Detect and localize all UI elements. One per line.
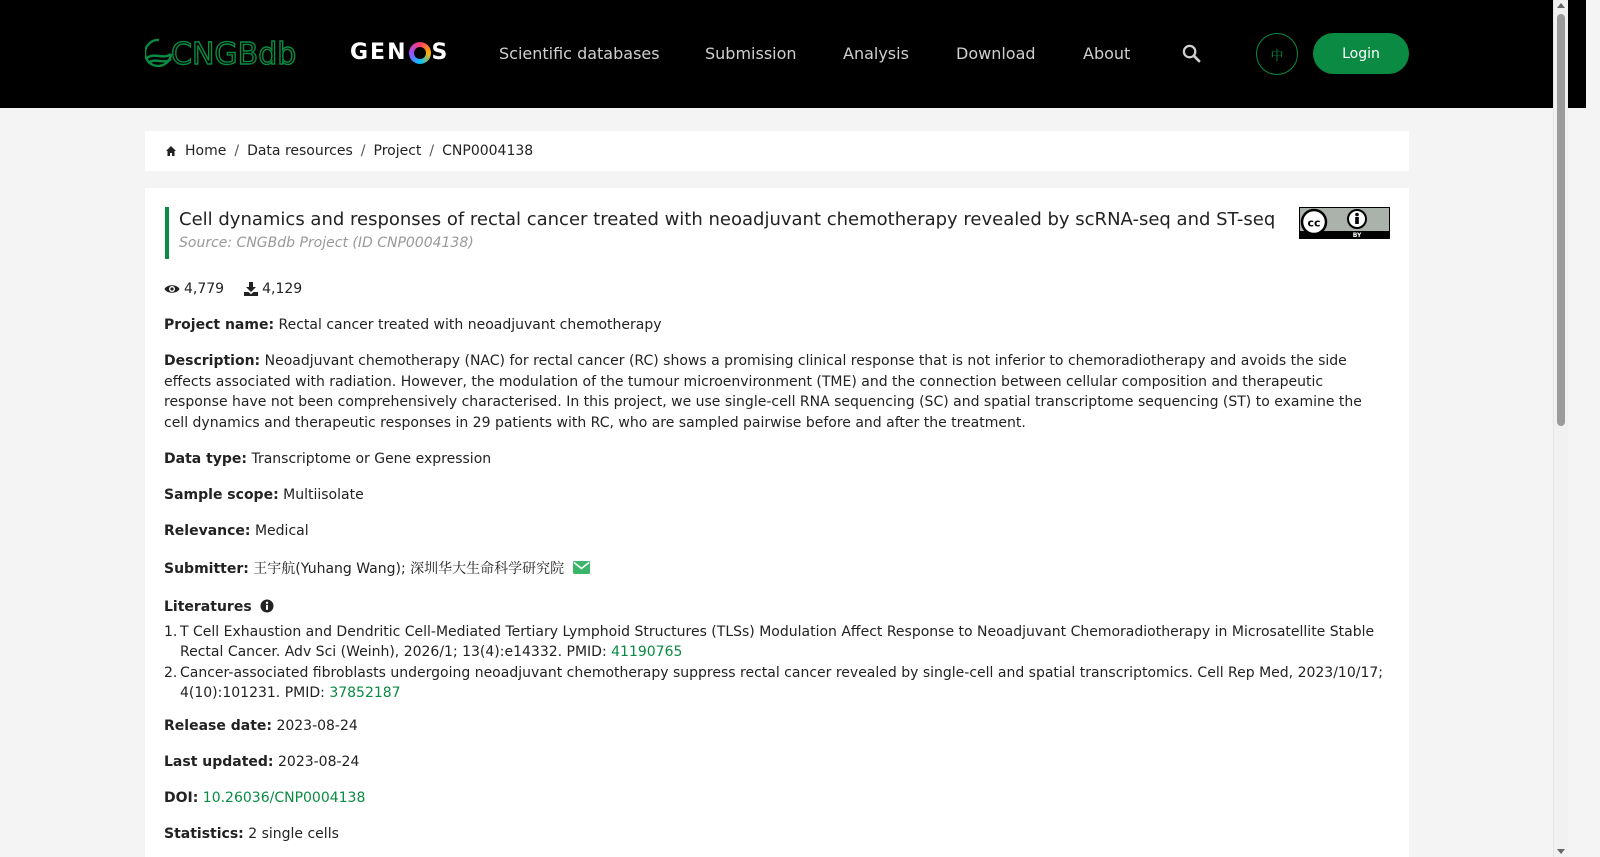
release-date-field: [164, 716, 1389, 737]
breadcrumb-separator: /: [429, 143, 435, 159]
project-name-field: [164, 315, 1389, 336]
views-stat: [164, 281, 224, 297]
doi-field: [164, 788, 1389, 809]
nav-about[interactable]: About: [1083, 44, 1131, 63]
page-scrollbar[interactable]: [1553, 0, 1568, 857]
eye-icon: [164, 283, 180, 295]
cngbdb-logo[interactable]: [145, 34, 303, 78]
relevance-label: Relevance:: [164, 523, 251, 539]
genos-logo-text-end: S: [431, 40, 450, 65]
data-type-field: [164, 449, 1389, 470]
relevance-value: Medical: [254, 523, 309, 539]
literature-number: 1.: [164, 623, 178, 640]
genos-logo[interactable]: [350, 40, 449, 65]
email-icon[interactable]: [573, 560, 590, 581]
breadcrumb-separator: /: [234, 143, 240, 159]
cc-by-license-icon[interactable]: [1299, 207, 1390, 243]
statistics-label: Statistics:: [164, 826, 244, 842]
breadcrumb: [145, 131, 1409, 171]
genos-logo-text-start: GEN: [350, 40, 408, 65]
submitter-value: 王宇航(Yuhang Wang); 深圳华大生命科学研究院: [253, 561, 565, 577]
nav-submission[interactable]: Submission: [705, 44, 797, 63]
literature-item: [164, 622, 1389, 663]
literature-number: 2.: [164, 664, 178, 681]
last-updated-label: Last updated:: [164, 754, 274, 770]
breadcrumb-current: CNP0004138: [442, 143, 534, 159]
project-stats: [164, 281, 322, 297]
language-toggle-button[interactable]: 中: [1256, 33, 1298, 75]
nav-analysis[interactable]: Analysis: [843, 44, 909, 63]
breadcrumb-separator: /: [360, 143, 366, 159]
doi-label: DOI:: [164, 790, 199, 806]
pmid-link[interactable]: 41190765: [611, 644, 683, 660]
project-name-label: Project name:: [164, 317, 275, 333]
breadcrumb-data-resources[interactable]: Data resources: [247, 143, 353, 159]
release-date-label: Release date:: [164, 718, 272, 734]
literature-list: [164, 622, 1389, 704]
top-navbar: [0, 0, 1586, 108]
title-block: [165, 207, 1365, 259]
literatures-label: Literatures: [164, 599, 252, 615]
description-label: Description:: [164, 353, 261, 369]
doi-link[interactable]: 10.26036/CNP0004138: [202, 790, 366, 806]
description-field: [164, 351, 1389, 433]
home-icon[interactable]: [165, 145, 177, 157]
relevance-field: [164, 521, 1389, 542]
description-value: Neoadjuvant chemotherapy (NAC) for rectal cancer (RC) shows a promising clinical response that is not inferior to chemoradiotherapy and avoids the side effects associated with radiation. However, the modulation of the tumour microenvironment (TME) and the connection between cellular composition and therapeutic response have not been comprehensively characterised. In this project, we use single-cell RNA sequencing (SC) and spatial transcriptome sequencing (ST) to examine the cell dynamics and therapeutic responses in 29 patients with RC, who are sampled pairwise before and after the treatment.: [164, 353, 1362, 431]
views-count: 4,779: [184, 281, 225, 297]
login-button[interactable]: Login: [1313, 33, 1409, 74]
genos-logo-o-icon: [409, 42, 431, 64]
sample-scope-field: [164, 485, 1389, 506]
statistics-value: 2 single cells: [248, 826, 339, 842]
data-type-label: Data type:: [164, 451, 248, 467]
scrollbar-thumb[interactable]: [1557, 14, 1565, 426]
downloads-count: 4,129: [262, 281, 303, 297]
scroll-up-arrow-icon[interactable]: [1557, 3, 1565, 8]
info-icon[interactable]: [260, 599, 274, 620]
breadcrumb-home[interactable]: Home: [185, 143, 227, 159]
svg-text:BY: BY: [1352, 232, 1362, 239]
data-type-value: Transcriptome or Gene expression: [251, 451, 492, 467]
project-detail-panel: [145, 188, 1409, 857]
page-title: Cell dynamics and responses of rectal cancer treated with neoadjuvant chemotherapy revealed by scRNA-seq and ST-seq: [179, 209, 1276, 230]
literature-item: [164, 663, 1389, 704]
scroll-down-arrow-icon[interactable]: [1557, 849, 1565, 854]
literatures-section: [164, 597, 1389, 704]
submitter-label: Submitter:: [164, 561, 249, 577]
download-icon: [244, 282, 258, 296]
project-name-value: Rectal cancer treated with neoadjuvant chemotherapy: [278, 317, 662, 333]
search-icon[interactable]: [1182, 44, 1201, 67]
nav-download[interactable]: Download: [956, 44, 1036, 63]
svg-text:cc: cc: [1307, 216, 1321, 230]
downloads-stat: [244, 281, 302, 297]
literature-citation: Cancer-associated fibroblasts undergoing neoadjuvant chemotherapy suppress rectal cancer revealed by single-cell and spatial transcriptomics. Cell Rep Med, 2023/10/17; 4(10):101231. PMID:: [180, 664, 1383, 701]
statistics-field: [164, 824, 1389, 845]
release-date-value: 2023-08-24: [276, 718, 358, 734]
pmid-link[interactable]: 37852187: [329, 685, 401, 701]
svg-text:CNGBdb: CNGBdb: [171, 37, 297, 72]
nav-scientific-databases[interactable]: Scientific databases: [499, 44, 660, 63]
last-updated-field: [164, 752, 1389, 773]
submitter-field: [164, 559, 1389, 581]
sample-scope-value: Multiisolate: [283, 487, 364, 503]
literature-citation: T Cell Exhaustion and Dendritic Cell-Mediated Tertiary Lymphoid Structures (TLSs) Modulation Affect Response to Neoadjuvant Chemoradiotherapy in Microsatellite Stable Rectal Cancer. Adv Sci (Weinh), 2026/1; 13(4):e14332. PMID:: [180, 623, 1375, 660]
source-note: Source: CNGBdb Project (ID CNP0004138): [179, 235, 474, 251]
breadcrumb-project[interactable]: Project: [373, 143, 422, 159]
last-updated-value: 2023-08-24: [278, 754, 360, 770]
sample-scope-label: Sample scope:: [164, 487, 279, 503]
